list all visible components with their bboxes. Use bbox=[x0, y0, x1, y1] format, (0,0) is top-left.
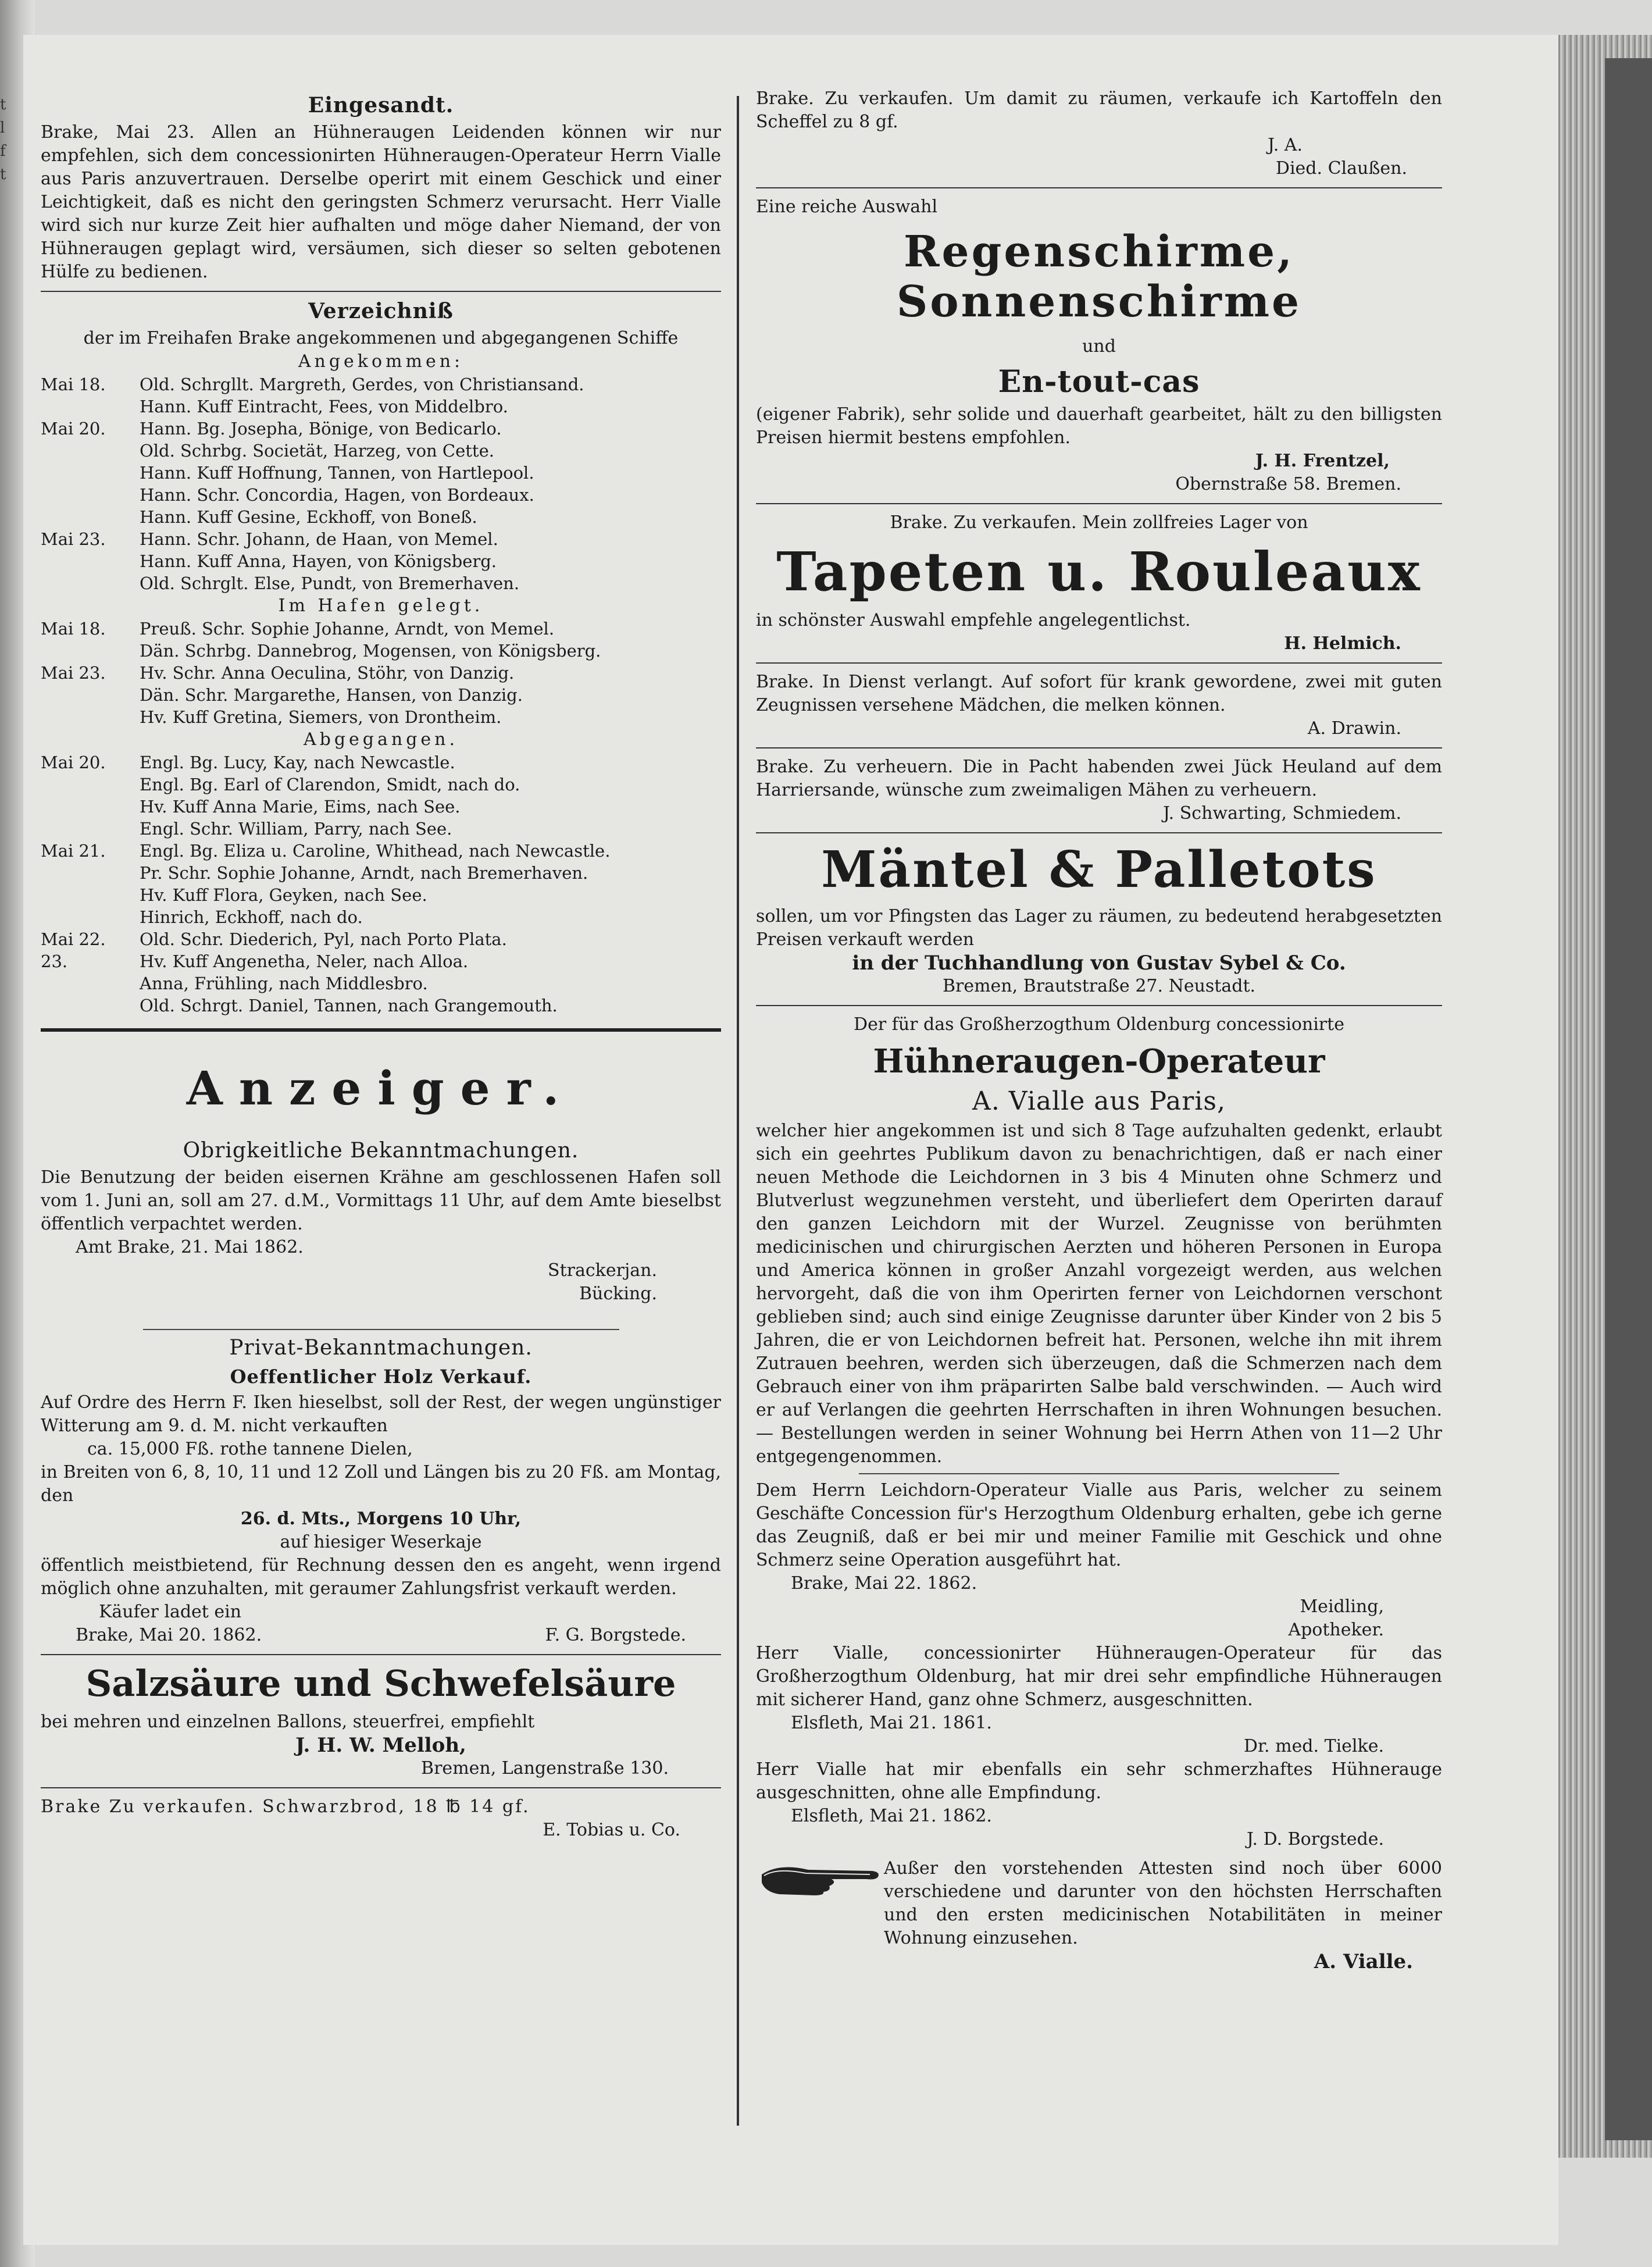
table-row bbox=[41, 662, 721, 684]
table-row bbox=[41, 528, 721, 550]
divider bbox=[756, 832, 1442, 833]
ship-date bbox=[41, 972, 140, 995]
ship-entry: Engl. Bg. Lucy, Kay, nach Newcastle. bbox=[140, 753, 455, 772]
ship-date: Mai 18. bbox=[41, 375, 106, 394]
register-arrived-head: Angekommen: bbox=[298, 351, 464, 372]
ship-entry: Hann. Schr. Concordia, Hagen, von Bordeaux. bbox=[140, 485, 534, 505]
ship-date: 23. bbox=[41, 951, 68, 971]
signer: F. G. Borgstede. bbox=[545, 1625, 686, 1645]
table-row bbox=[41, 640, 721, 662]
ship-date bbox=[41, 906, 140, 928]
ship-entry: Hann. Bg. Josepha, Bönige, von Bedicarlo. bbox=[140, 419, 502, 439]
table-row bbox=[41, 572, 721, 594]
ship-entry: Old. Schrglt. Else, Pundt, von Bremerhaven. bbox=[140, 573, 520, 593]
acid-firm: J. H. W. Melloh, bbox=[295, 1734, 466, 1757]
divider bbox=[756, 187, 1442, 188]
vialle-name: A. Vialle aus Paris, bbox=[972, 1086, 1226, 1116]
table-row bbox=[41, 373, 721, 395]
fragment-char: l bbox=[0, 119, 5, 137]
vialle-final-signer: A. Vialle. bbox=[1314, 1950, 1413, 1973]
ship-entry: Hann. Kuff Anna, Hayen, von Königsberg. bbox=[140, 551, 497, 571]
table-row bbox=[41, 550, 721, 572]
ship-entry: Pr. Schr. Sophie Johanne, Arndt, nach Bremerhaven. bbox=[140, 863, 588, 883]
table-row bbox=[41, 995, 721, 1017]
coats-address: Bremen, Brautstraße 27. Neustadt. bbox=[942, 976, 1256, 996]
wallpaper-signer: H. Helmich. bbox=[1284, 633, 1401, 654]
table-row bbox=[41, 684, 721, 706]
table-row bbox=[41, 751, 721, 774]
ship-date: Mai 20. bbox=[41, 753, 106, 772]
potato-initials: J. A. bbox=[1268, 135, 1303, 155]
register-harbour-head: Im Hafen gelegt. bbox=[278, 596, 484, 616]
service-text: Brake. In Dienst verlangt. Auf sofort für krank gewordene, zwei mit guten Zeugnissen versehene Mädchen, die melken können. bbox=[756, 672, 1442, 715]
private-title: Privat-Bekanntmachungen. bbox=[229, 1336, 533, 1360]
ship-entry: Engl. Bg. Eliza u. Caroline, Whithead, nach Newcastle. bbox=[140, 841, 611, 861]
private-notices bbox=[41, 1336, 721, 1647]
ship-date: Mai 23. bbox=[41, 663, 106, 683]
wallpaper-advert bbox=[756, 511, 1442, 655]
column-divider bbox=[737, 96, 739, 2126]
ship-entry: Hv. Schr. Anna Oeculina, Stöhr, von Danzig. bbox=[140, 663, 515, 683]
divider bbox=[756, 747, 1442, 748]
divider bbox=[756, 503, 1442, 504]
testimonial-role: Apotheker. bbox=[1288, 1620, 1384, 1640]
ship-date: Mai 18. bbox=[41, 619, 106, 639]
vialle-text: welcher hier angekommen ist und sich 8 Tage aufzuhalten gedenkt, erlaubt sich ein geehrtes Publikum davon zu benachrichtigen, daß er nach einer neuen Methode die Leichdornen in 3 bis 4 Minuten ohne Schmerz und Blutverlust wegzunehmen versteht, und überliefert dem Operirten darauf den ganzen Leichdorn mit der Wurzel. Zeugnisse von berühmten medicinischen und chirurgischen Aerzten und höheren Personen in Europa und America können in großer Anzahl vorgezeigt werden, aus welchen hervorgeht, daß die von ihm Operirten ferner von Leichdornen verschont geblieben sind; auch sind einige Zeugnisse darunter über Kinder von 2 bis 5 Jahren, die er von Leichdornen befreit hat. Personen, welche ihn mit ihrem Zutrauen beehren, werden sich überzeugen, daß die Schmerzen nach dem Gebrauch einer von ihm präparirten Salbe bald verschwinden. — Auch wird er auf Verlangen die geehrten Herrschaften in ihren Wohnungen besuchen. — Bestellungen werden in seiner Wohnung bei Herrn Athen von 11—2 Uhr entgegengenommen. bbox=[756, 1121, 1442, 1467]
coats-text: sollen, um vor Pfingsten das Lager zu räumen, zu bedeutend herabgesetzten Preisen verkauft werden bbox=[756, 906, 1442, 950]
wood-sale-footer bbox=[41, 1624, 721, 1647]
wood-sale-place: auf hiesiger Weserkaje bbox=[280, 1532, 482, 1552]
ship-entry: Engl. Bg. Earl of Clarendon, Smidt, nach do. bbox=[140, 775, 520, 794]
register-intro: der im Freihafen Brake angekommenen und abgegangenen Schiffe bbox=[83, 328, 679, 348]
testimonial-text: Dem Herrn Leichdorn-Operateur Vialle aus Paris, welcher zu seinem Geschäfte Concession für's Herzogthum Oldenburg erhalten, gebe ich gerne das Zeugniß, daß er bei mir und meiner Familie mit Geschick und ohne Schmerz seine Operation ausgeführt hat. bbox=[756, 1480, 1442, 1570]
ship-date bbox=[41, 862, 140, 884]
wood-sale-buyer: Käufer ladet ein bbox=[99, 1602, 242, 1622]
wood-sale-title: Oeffentlicher Holz Verkauf. bbox=[230, 1366, 532, 1388]
wallpaper-title: Tapeten u. Rouleaux bbox=[776, 540, 1422, 603]
fragment-char: f bbox=[0, 142, 6, 160]
coats-firm: in der Tuchhandlung von Gustav Sybel & Co. bbox=[852, 951, 1346, 975]
register-departed-head: Abgegangen. bbox=[303, 729, 459, 750]
table-row bbox=[41, 418, 721, 440]
ship-date bbox=[41, 774, 140, 796]
eingesandt-text: Brake, Mai 23. Allen an Hühneraugen Leidenden können wir nur empfehlen, sich dem concessionirten Hühneraugen-Operateur Herrn Vialle aus Paris anzuvertrauen. Derselbe operirt mit einem Geschick und einer Leichtigkeit, daß es nicht den geringsten Schmerz verursacht. Herr Vialle wird sich nur kurze Zeit hier aufhalten und möge daher Niemand, der von Hühneraugen geplagt wird, versäumen, sich dieser so selten gebotenen Hülfe zu bedienen. bbox=[41, 122, 721, 282]
acid-address: Bremen, Langenstraße 130. bbox=[421, 1758, 669, 1778]
vialle-advert bbox=[756, 1013, 1442, 1973]
umbrella-firm: J. H. Frentzel, bbox=[1255, 451, 1390, 471]
ship-entry: Preuß. Schr. Sophie Johanne, Arndt, von Memel. bbox=[140, 619, 555, 639]
table-row bbox=[41, 972, 721, 995]
ship-register bbox=[41, 299, 721, 1017]
ship-date bbox=[41, 462, 140, 484]
book-edge-shadow bbox=[1605, 58, 1652, 2140]
departed-table bbox=[41, 751, 721, 1017]
table-row bbox=[41, 395, 721, 418]
official-signer: Strackerjan. bbox=[548, 1260, 657, 1281]
ship-entry: Old. Schrgllt. Margreth, Gerdes, von Christiansand. bbox=[140, 375, 584, 394]
ship-date bbox=[41, 572, 140, 594]
divider bbox=[756, 1005, 1442, 1006]
table-row bbox=[41, 840, 721, 862]
ship-entry: Old. Schr. Diederich, Pyl, nach Porto Plata. bbox=[140, 929, 507, 949]
ship-entry: Hann. Kuff Hoffnung, Tannen, von Hartlepool. bbox=[140, 463, 534, 483]
ship-date bbox=[41, 684, 140, 706]
umbrella-title2: En-tout-cas bbox=[998, 364, 1200, 400]
acid-text: bei mehren und einzelnen Ballons, steuerfrei, empfiehlt bbox=[41, 1712, 535, 1732]
potato-signer: Died. Claußen. bbox=[1275, 158, 1407, 179]
umbrella-und: und bbox=[1082, 336, 1116, 357]
divider bbox=[143, 1329, 619, 1330]
rent-signer: J. Schwarting, Schmiedem. bbox=[1162, 803, 1401, 824]
harbour-table bbox=[41, 618, 721, 728]
potato-text: Brake. Zu verkaufen. Um damit zu räumen, verkaufe ich Kartoffeln den Scheffel zu 8 gf. bbox=[756, 88, 1442, 132]
ship-date: Mai 20. bbox=[41, 419, 106, 439]
table-row bbox=[41, 618, 721, 640]
ship-date: Mai 23. bbox=[41, 529, 106, 549]
table-row bbox=[41, 950, 721, 972]
adjacent-page-fragment bbox=[0, 93, 13, 186]
table-row bbox=[41, 818, 721, 840]
official-place-date: Amt Brake, 21. Mai 1862. bbox=[76, 1237, 304, 1257]
ship-date bbox=[41, 796, 140, 818]
arrived-table bbox=[41, 373, 721, 594]
anzeiger-heading: Anzeiger. bbox=[186, 1061, 576, 1115]
ship-entry: Old. Schrgt. Daniel, Tannen, nach Grangemouth. bbox=[140, 996, 558, 1015]
table-row bbox=[41, 796, 721, 818]
ship-entry: Hv. Kuff Gretina, Siemers, von Drontheim. bbox=[140, 707, 502, 727]
section-divider bbox=[41, 1028, 721, 1032]
fragment-char: t bbox=[0, 166, 6, 183]
testimonial-text: Herr Vialle, concessionirter Hühneraugen-Operateur für das Großherzogthum Oldenburg, hat mir drei sehr empfindliche Hühneraugen mit sicherer Hand, ganz ohne Schmerz, ausgeschnitten. bbox=[756, 1643, 1442, 1710]
eingesandt-title: Eingesandt. bbox=[308, 93, 454, 117]
ship-entry: Engl. Schr. William, Parry, nach See. bbox=[140, 819, 452, 839]
umbrella-address: Obernstraße 58. Bremen. bbox=[1175, 474, 1401, 494]
bread-text: Brake Zu verkaufen. Schwarzbrod, 18 ℔ 14 gf. bbox=[41, 1797, 530, 1817]
right-column bbox=[756, 87, 1442, 1973]
rent-advert bbox=[756, 755, 1442, 825]
umbrella-text: (eigener Fabrik), sehr solide und dauerhaft gearbeitet, hält zu den billigsten Preisen hiermit bestens empfohlen. bbox=[756, 404, 1442, 448]
ship-entry: Hann. Schr. Johann, de Haan, von Memel. bbox=[140, 529, 498, 549]
official-signer: Bücking. bbox=[579, 1284, 657, 1304]
vialle-title: Hühneraugen-Operateur bbox=[873, 1042, 1325, 1081]
table-row bbox=[41, 462, 721, 484]
left-column bbox=[41, 87, 721, 1842]
ship-entry: Anna, Frühling, nach Middlesbro. bbox=[140, 974, 428, 993]
testimonial-signer: J. D. Borgstede. bbox=[1246, 1829, 1384, 1849]
wood-sale-text: in Breiten von 6, 8, 10, 11 und 12 Zoll und Längen bis zu 20 Fß. am Montag, den bbox=[41, 1462, 721, 1506]
table-row bbox=[41, 774, 721, 796]
table-row bbox=[41, 706, 721, 728]
ship-entry: Hinrich, Eckhoff, nach do. bbox=[140, 907, 363, 927]
divider bbox=[41, 1654, 721, 1655]
place-date: Brake, Mai 20. 1862. bbox=[76, 1625, 262, 1645]
table-row bbox=[41, 884, 721, 906]
ship-date bbox=[41, 550, 140, 572]
ship-date bbox=[41, 440, 140, 462]
ship-date bbox=[41, 506, 140, 528]
ship-entry: Hv. Kuff Anna Marie, Eims, nach See. bbox=[140, 797, 461, 817]
bread-advert bbox=[41, 1795, 721, 1842]
ship-entry: Hann. Kuff Gesine, Eckhoff, von Boneß. bbox=[140, 507, 477, 527]
ship-entry: Dän. Schrbg. Dannebrog, Mogensen, von Königsberg. bbox=[140, 641, 601, 661]
acid-title: Salzsäure und Schwefelsäure bbox=[85, 1662, 676, 1705]
ship-date bbox=[41, 640, 140, 662]
wallpaper-pre: Brake. Zu verkaufen. Mein zollfreies Lager von bbox=[890, 512, 1308, 533]
ship-date bbox=[41, 995, 140, 1017]
eingesandt-section bbox=[41, 93, 721, 284]
table-row bbox=[41, 928, 721, 950]
testimonial-signer: Meidling, bbox=[1300, 1596, 1384, 1617]
closing-row bbox=[756, 1857, 1442, 1950]
bread-signer: E. Tobias u. Co. bbox=[543, 1820, 680, 1840]
divider bbox=[41, 1787, 721, 1788]
ship-entry: Hv. Kuff Angenetha, Neler, nach Alloa. bbox=[140, 951, 469, 971]
wood-sale-date: 26. d. Mts., Morgens 10 Uhr, bbox=[240, 1509, 522, 1529]
potato-advert bbox=[756, 87, 1442, 180]
ship-date bbox=[41, 484, 140, 506]
rent-text: Brake. Zu verheuern. Die in Pacht habenden zwei Jück Heuland auf dem Harriersande, wünsche zum zweimaligen Mähen zu verheuern. bbox=[756, 757, 1442, 800]
wood-sale-text: Auf Ordre des Herrn F. Iken hieselbst, soll der Rest, der wegen ungünstiger Witterung am 9. d. M. nicht verkauften bbox=[41, 1392, 721, 1436]
testimonial-date: Elsfleth, Mai 21. 1861. bbox=[791, 1713, 992, 1733]
ship-date bbox=[41, 706, 140, 728]
ship-date bbox=[41, 884, 140, 906]
testimonial-date: Brake, Mai 22. 1862. bbox=[791, 1573, 977, 1594]
umbrella-pre: Eine reiche Auswahl bbox=[756, 197, 938, 217]
closing-text: Außer den vorstehenden Attesten sind noch über 6000 verschiedene und darunter von den höchsten Herrschaften und den ersten medicinischen Notabilitäten in meiner Wohnung einzusehen. bbox=[884, 1858, 1442, 1948]
wallpaper-text: in schönster Auswahl empfehle angelegentlichst. bbox=[756, 610, 1191, 630]
testimonial-date: Elsfleth, Mai 21. 1862. bbox=[791, 1806, 992, 1826]
acid-advert bbox=[41, 1662, 721, 1780]
coats-advert bbox=[756, 840, 1442, 998]
divider bbox=[756, 662, 1442, 664]
register-title: Verzeichniß bbox=[308, 299, 454, 323]
wood-sale-text: öffentlich meistbietend, für Rechnung dessen den es angeht, wenn irgend möglich ohne anzuhalten, mit geraumer Zahlungsfrist verkauft werden. bbox=[41, 1555, 721, 1599]
ship-date bbox=[41, 395, 140, 418]
ship-date bbox=[41, 818, 140, 840]
service-signer: A. Drawin. bbox=[1307, 718, 1401, 739]
vialle-pre: Der für das Großherzogthum Oldenburg concessionirte bbox=[854, 1014, 1344, 1035]
testimonial-signer: Dr. med. Tielke. bbox=[1243, 1736, 1384, 1756]
ship-entry: Hann. Kuff Eintracht, Fees, von Middelbro. bbox=[140, 397, 508, 416]
umbrella-advert bbox=[756, 195, 1442, 496]
ship-entry: Dän. Schr. Margarethe, Hansen, von Danzig. bbox=[140, 685, 523, 705]
table-row bbox=[41, 440, 721, 462]
divider bbox=[859, 1473, 1339, 1474]
table-row bbox=[41, 906, 721, 928]
wood-sale-item: ca. 15,000 Fß. rothe tannene Dielen, bbox=[87, 1439, 413, 1459]
official-title: Obrigkeitliche Bekanntmachungen. bbox=[183, 1139, 579, 1163]
ship-date: Mai 21. bbox=[41, 841, 106, 861]
table-row bbox=[41, 484, 721, 506]
official-notices bbox=[41, 1139, 721, 1306]
table-row bbox=[41, 506, 721, 528]
coats-title: Mäntel & Palletots bbox=[821, 840, 1377, 899]
ship-entry: Hv. Kuff Flora, Geyken, nach See. bbox=[140, 885, 427, 905]
umbrella-title: Regenschirme, Sonnenschirme bbox=[896, 227, 1302, 327]
testimonial-text: Herr Vialle hat mir ebenfalls ein sehr schmerzhaftes Hühnerauge ausgeschnitten, ohne alle Empfindung. bbox=[756, 1759, 1442, 1803]
table-row bbox=[41, 862, 721, 884]
pointing-hand-icon bbox=[756, 1857, 884, 1898]
ship-entry: Old. Schrbg. Societät, Harzeg, von Cette. bbox=[140, 441, 494, 461]
official-text: Die Benutzung der beiden eisernen Krähne am geschlossenen Hafen soll vom 1. Juni an, soll am 27. d.M., Vormittags 11 Uhr, auf dem Amte bieselbst öffentlich verpachtet werden. bbox=[41, 1167, 721, 1234]
divider bbox=[41, 291, 721, 292]
ship-date: Mai 22. bbox=[41, 929, 106, 949]
service-advert bbox=[756, 671, 1442, 740]
fragment-char: t bbox=[0, 96, 6, 113]
